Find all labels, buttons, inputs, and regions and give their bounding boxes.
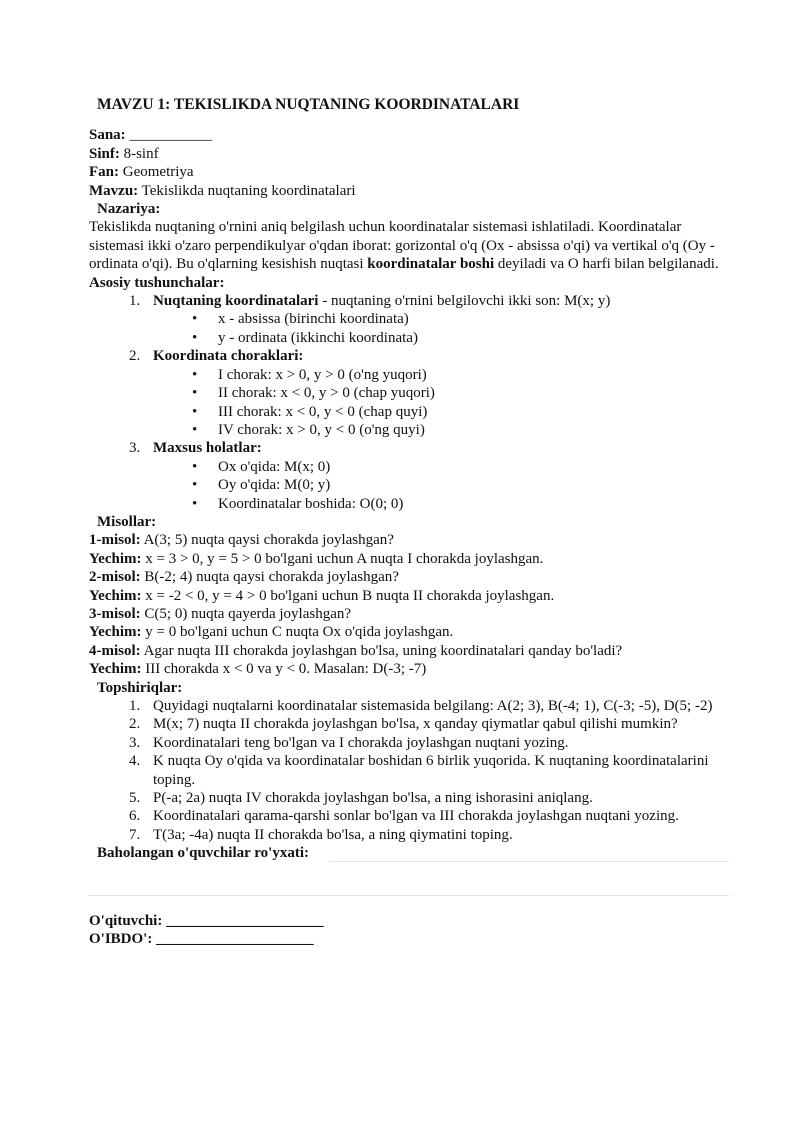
example-text: Agar nuqta III chorakda joylashgan bo'lsa, uning koordinatalari qanday bo'ladi? <box>140 642 623 659</box>
task-text: Koordinatalari qarama-qarshi sonlar bo'lgan va III chorakda joylashgan nuqtani yozing. <box>153 808 679 825</box>
bullet-text: x - absissa (birinchi koordinata) <box>218 311 409 328</box>
bullet-item <box>89 403 729 421</box>
class-field <box>89 145 729 163</box>
subject-value: Geometriya <box>119 164 194 181</box>
example-label: 1-misol: <box>89 532 141 549</box>
task-number: 5. <box>129 790 141 807</box>
solution-row <box>89 550 729 568</box>
bullet-item <box>89 421 729 439</box>
bullet-icon: • <box>192 385 198 402</box>
solution-label: Yechim: <box>89 550 142 567</box>
teacher-blank: _____________________ <box>162 912 324 929</box>
task-text: M(x; 7) nuqta II chorakda joylashgan bo'lsa, x qanday qiymatlar qabul qilishi mumkin? <box>153 716 678 733</box>
bullet-text: Koordinatalar boshida: O(0; 0) <box>218 495 404 512</box>
concept-title: Maxsus holatlar: <box>153 440 262 457</box>
document-title: MAVZU 1: TEKISLIKDA NUQTANING KOORDINATALARI <box>97 96 520 113</box>
bullet-item <box>89 329 729 347</box>
solution-row <box>89 660 729 678</box>
task-text: Quyidagi nuqtalarni koordinatalar sistemasida belgilang: A(2; 3), B(-4; 1), C(-3; -5), D(5; -2) <box>153 698 713 714</box>
task-text: K nuqta Oy o'qida va koordinatalar boshidan 6 birlik yuqorida. K nuqtaning koordinatalarini toping. <box>153 753 709 788</box>
concept-item-2 <box>89 347 729 365</box>
theory-paragraph <box>89 218 729 273</box>
theory-heading: Nazariya: <box>97 201 161 218</box>
bullet-text: II chorak: x < 0, y > 0 (chap yuqori) <box>218 385 435 402</box>
solution-label: Yechim: <box>89 587 142 604</box>
example-label: 3-misol: <box>89 605 141 622</box>
concept-number: 2. <box>129 348 141 365</box>
bullet-text: Oy o'qida: M(0; y) <box>218 477 331 494</box>
task-item <box>89 789 729 807</box>
concepts-list-3 <box>89 439 729 457</box>
deputy-signature <box>89 930 729 948</box>
deputy-label: O'IBDO': <box>89 931 153 948</box>
example-row <box>89 531 729 549</box>
topic-label: Mavzu: <box>89 182 139 199</box>
bullet-item <box>89 476 729 494</box>
task-number: 7. <box>129 826 141 843</box>
concept-item-3 <box>89 439 729 457</box>
bullet-icon: • <box>192 458 198 475</box>
bullet-icon: • <box>192 366 198 383</box>
examples-heading: Misollar: <box>97 513 157 530</box>
task-text: T(3a; -4a) nuqta II chorakda bo'lsa, a ning qiymatini toping. <box>153 826 513 843</box>
example-row <box>89 605 729 623</box>
bullet-text: Ox o'qida: M(x; 0) <box>218 458 331 475</box>
solution-text: y = 0 bo'lgani uchun C nuqta Ox o'qida joylashgan. <box>141 624 454 641</box>
bullet-item <box>89 458 729 476</box>
bullet-item <box>89 310 729 328</box>
date-field <box>89 126 729 144</box>
bullet-item <box>89 495 729 513</box>
concepts-list <box>89 292 729 310</box>
example-text: C(5; 0) nuqta qayerda joylashgan? <box>140 605 352 622</box>
theory-text-2: deyiladi va O harfi bilan belgilanadi. <box>494 256 719 273</box>
concepts-list-2 <box>89 347 729 365</box>
bullet-icon: • <box>192 329 198 346</box>
bullet-icon: • <box>192 477 198 494</box>
task-number: 3. <box>129 734 141 751</box>
task-number: 1. <box>129 698 141 714</box>
task-item <box>89 807 729 825</box>
solution-text: x = -2 < 0, y = 4 > 0 bo'lgani uchun B nuqta II chorakda joylashgan. <box>141 587 555 604</box>
task-number: 4. <box>129 753 141 770</box>
topic-value: Tekislikda nuqtaning koordinatalari <box>138 182 356 199</box>
concept-2-bullets <box>89 366 729 440</box>
concepts-heading: Asosiy tushunchalar: <box>89 274 225 291</box>
examples-block <box>89 531 729 678</box>
concept-1-bullets <box>89 310 729 347</box>
example-label: 4-misol: <box>89 642 141 659</box>
bullet-text: I chorak: x > 0, y > 0 (o'ng yuqori) <box>218 366 427 383</box>
task-item <box>89 715 729 733</box>
bullet-icon: • <box>192 311 198 328</box>
example-label: 2-misol: <box>89 569 141 586</box>
topic-field <box>89 182 729 200</box>
example-row <box>89 568 729 586</box>
solution-label: Yechim: <box>89 624 142 641</box>
task-item <box>89 752 729 789</box>
example-row <box>89 642 729 660</box>
date-value: ___________ <box>125 127 212 144</box>
tasks-list <box>89 697 729 844</box>
document-page <box>89 96 729 948</box>
task-number: 2. <box>129 716 141 733</box>
header-fields <box>89 126 729 200</box>
concept-item-1 <box>89 292 729 310</box>
bullet-icon: • <box>192 403 198 420</box>
graded-students-heading: Baholangan o'quvchilar ro'yxati: <box>97 845 309 862</box>
bullet-item <box>89 366 729 384</box>
solution-text: x = 3 > 0, y = 5 > 0 bo'lgani uchun A nuqta I chorakda joylashgan. <box>141 550 544 567</box>
bullet-icon: • <box>192 495 198 512</box>
class-value: 8-sinf <box>119 145 159 162</box>
bullet-icon: • <box>192 421 198 438</box>
date-label: Sana: <box>89 127 126 144</box>
bullet-text: y - ordinata (ikkinchi koordinata) <box>218 329 418 346</box>
subject-field <box>89 163 729 181</box>
concept-text: - nuqtaning o'rnini belgilovchi ikki son: M(x; y) <box>318 293 611 310</box>
teacher-signature <box>89 912 729 930</box>
task-text: Koordinatalari teng bo'lgan va I chorakda joylashgan nuqtani yozing. <box>153 734 569 751</box>
theory-bold-term: koordinatalar boshi <box>367 256 495 273</box>
solution-text: III chorakda x < 0 va y < 0. Masalan: D(-3; -7) <box>141 661 427 678</box>
teacher-label: O'qituvchi: <box>89 912 163 929</box>
solution-label: Yechim: <box>89 661 142 678</box>
class-label: Sinf: <box>89 145 120 162</box>
bullet-text: III chorak: x < 0, y < 0 (chap quyi) <box>218 403 428 420</box>
bullet-item <box>89 384 729 402</box>
tasks-heading: Topshiriqlar: <box>97 679 183 696</box>
solution-row <box>89 623 729 641</box>
task-number: 6. <box>129 808 141 825</box>
concept-number: 3. <box>129 440 141 457</box>
bullet-text: IV chorak: x > 0, y < 0 (o'ng quyi) <box>218 421 425 438</box>
deputy-blank: _____________________ <box>152 931 314 948</box>
concept-title: Nuqtaning koordinatalari <box>153 293 319 310</box>
example-text: B(-2; 4) nuqta qaysi chorakda joylashgan? <box>140 569 399 586</box>
concept-title: Koordinata choraklari: <box>153 348 304 365</box>
task-item <box>89 734 729 752</box>
subject-label: Fan: <box>89 164 119 181</box>
task-item <box>89 697 729 715</box>
concept-3-bullets <box>89 458 729 513</box>
task-item <box>89 826 729 844</box>
theory-text-1: Tekislikda nuqtaning o'rnini aniq belgilash uchun koordinatalar sistemasi ishlatiladi. Koordinatalar sistemasi ikki o'zaro perpendikulyar o'qdan iborat: gorizontal o'q (Ox - absissa o'qi) va vertikal o'q (Oy - ordinata o'qi). Bu o'qlarning kesishish nuqtasi <box>89 219 715 273</box>
task-text: P(-a; 2a) nuqta IV chorakda joylashgan bo'lsa, a ning ishorasini aniqlang. <box>153 790 593 807</box>
concept-number: 1. <box>129 293 141 310</box>
solution-row <box>89 587 729 605</box>
example-text: A(3; 5) nuqta qaysi chorakda joylashgan? <box>140 532 394 549</box>
